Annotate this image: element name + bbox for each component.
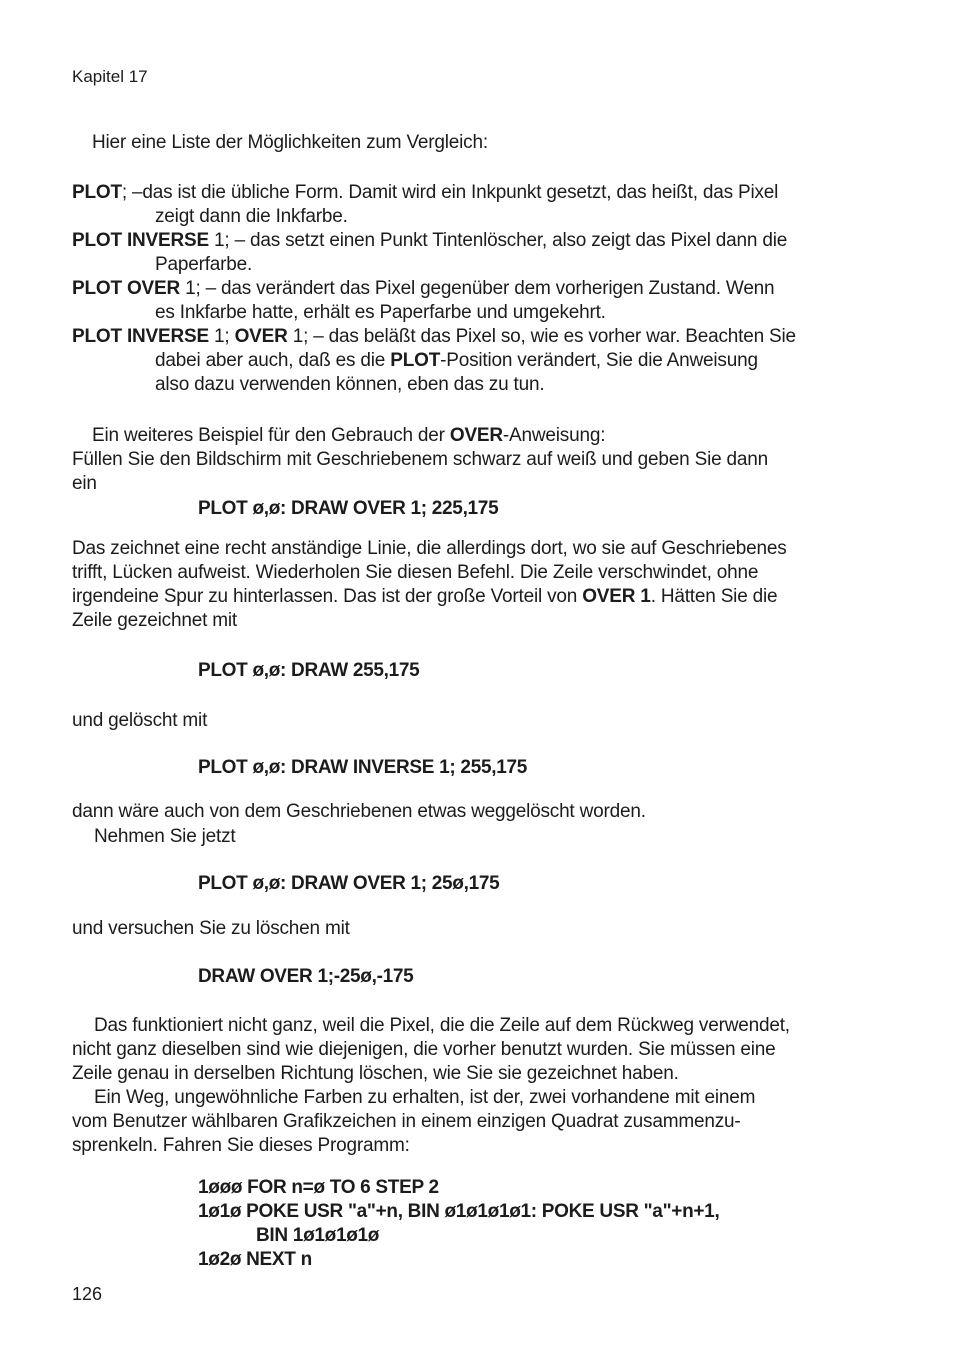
option-plot [72, 181, 778, 205]
paragraph-line: sprenkeln. Fahren Sie dieses Programm: [72, 1135, 410, 1156]
paragraph-line: und gelöscht mit [72, 710, 208, 731]
keyword: PLOT OVER [72, 278, 180, 299]
text: Ein weiteres Beispiel für den Gebrauch der [92, 425, 450, 446]
option-plot-over-cont: es Inkfarbe hatte, erhält es Paperfarbe und umgekehrt. [155, 302, 606, 323]
option-plot-inverse-over-cont2: also dazu verwenden können, eben das zu tun. [155, 374, 545, 395]
paragraph-line: Zeile gezeichnet mit [72, 610, 237, 631]
paragraph-line: trifft, Lücken aufweist. Wiederholen Sie diesen Befehl. Die Zeile verschwindet, ohne [72, 562, 759, 583]
paragraph-line: und versuchen Sie zu löschen mit [72, 918, 350, 939]
paragraph-line: Das zeichnet eine recht anständige Linie, die allerdings dort, wo sie auf Geschriebenes [72, 538, 787, 559]
option-plot-cont: zeigt dann die Inkfarbe. [155, 206, 348, 227]
code-line: PLOT ø,ø: DRAW 255,175 [198, 660, 420, 681]
text: -Anweisung: [502, 425, 606, 446]
text: dabei aber auch, daß es die [155, 350, 391, 371]
intro-line: Hier eine Liste der Möglichkeiten zum Vergleich: [92, 132, 488, 153]
keyword: OVER [234, 326, 288, 347]
paragraph-line: Füllen Sie den Bildschirm mit Geschriebenem schwarz auf weiß und geben Sie dann [72, 449, 769, 470]
paragraph-line: Nehmen Sie jetzt [94, 826, 236, 847]
paragraph-line [92, 424, 605, 448]
code-line: PLOT ø,ø: DRAW OVER 1; 25ø,175 [198, 873, 500, 894]
paragraph-line: dann wäre auch von dem Geschriebenen etwas weggelöscht worden. [72, 801, 646, 822]
paragraph-line: nicht ganz dieselben sind wie diejenigen, die vorher benutzt wurden. Sie müssen eine [72, 1039, 776, 1060]
page-number: 126 [72, 1284, 103, 1304]
chapter-header: Kapitel 17 [72, 67, 148, 86]
text: . Hätten Sie die [650, 586, 778, 607]
option-text: 1; – das setzt einen Punkt Tintenlöscher, also zeigt das Pixel dann die [208, 230, 788, 251]
text: irgendeine Spur zu hinterlassen. Das ist der große Vorteil von [72, 586, 583, 607]
keyword: PLOT [72, 182, 122, 203]
paragraph-line: Ein Weg, ungewöhnliche Farben zu erhalten, ist der, zwei vorhandene mit einem [94, 1087, 756, 1108]
code-line: PLOT ø,ø: DRAW OVER 1; 225,175 [198, 498, 499, 519]
code-line: PLOT ø,ø: DRAW INVERSE 1; 255,175 [198, 757, 528, 778]
keyword: PLOT INVERSE [72, 326, 209, 347]
option-text: ; –das ist die übliche Form. Damit wird ein Inkpunkt gesetzt, das heißt, das Pixel [121, 182, 779, 203]
paragraph-line: ein [72, 473, 97, 494]
option-text: 1; – das beläßt das Pixel so, wie es vorher war. Beachten Sie [287, 326, 796, 347]
program-line: BIN 1ø1ø1ø1ø [256, 1225, 380, 1246]
keyword: PLOT INVERSE [72, 230, 209, 251]
paragraph-line: Zeile genau in derselben Richtung löschen, wie Sie sie gezeichnet haben. [72, 1063, 679, 1084]
paragraph-line: vom Benutzer wählbaren Grafikzeichen in einem einzigen Quadrat zusammenzu- [72, 1111, 741, 1132]
option-plot-inverse [72, 229, 787, 253]
keyword: OVER [449, 425, 503, 446]
program-line: 1ø2ø NEXT n [198, 1249, 312, 1270]
keyword: OVER 1 [582, 586, 651, 607]
text: -Position verändert, Sie die Anweisung [440, 350, 758, 371]
paragraph-line: Das funktioniert nicht ganz, weil die Pixel, die die Zeile auf dem Rückweg verwendet, [94, 1015, 790, 1036]
option-plot-inverse-cont: Paperfarbe. [155, 254, 253, 275]
paragraph-line [72, 585, 777, 609]
option-plot-over [72, 277, 774, 301]
option-text: 1; [208, 326, 235, 347]
option-plot-inverse-over-cont [155, 349, 758, 373]
program-line: 1ø1ø POKE USR "a"+n, BIN ø1ø1ø1ø1: POKE USR "a"+n+1, [198, 1201, 720, 1222]
option-text: 1; – das verändert das Pixel gegenüber dem vorherigen Zustand. Wenn [180, 278, 775, 299]
option-plot-inverse-over [72, 325, 796, 349]
code-line: DRAW OVER 1;-25ø,-175 [198, 966, 414, 987]
keyword: PLOT [390, 350, 441, 371]
program-line: 1øøø FOR n=ø TO 6 STEP 2 [198, 1177, 439, 1198]
